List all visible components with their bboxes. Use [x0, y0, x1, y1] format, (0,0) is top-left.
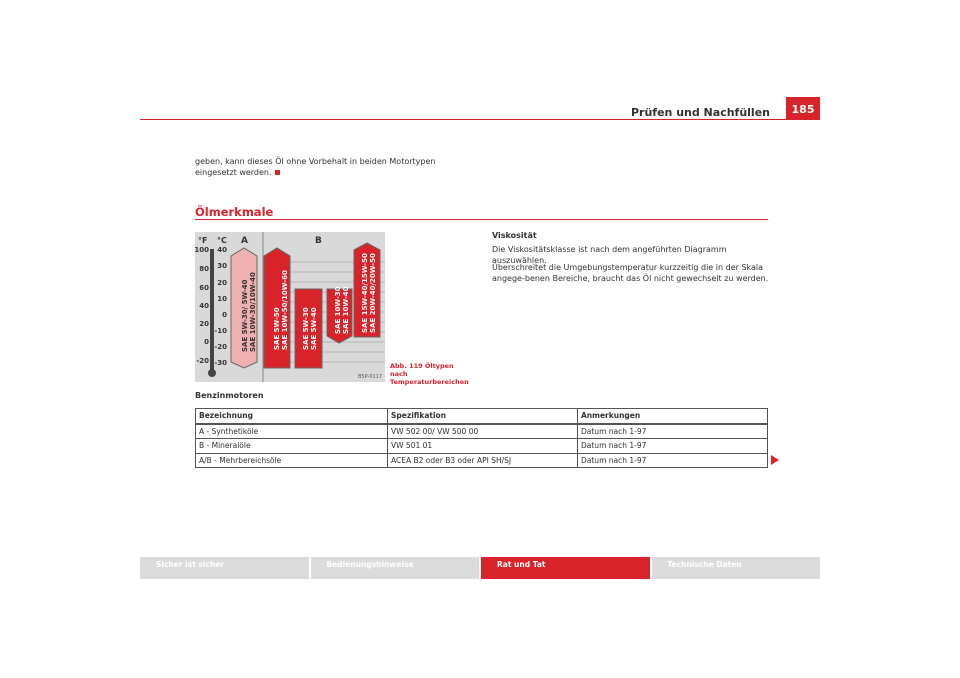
f-tick: 20	[199, 320, 209, 328]
section-end-icon	[275, 170, 280, 175]
footer-tab-technische-daten[interactable]: Technische Daten	[652, 557, 821, 579]
next-page-arrow-icon[interactable]	[771, 455, 779, 465]
c-tick: -20	[214, 343, 227, 351]
c-tick: -10	[214, 327, 227, 335]
table-cell: Datum nach 1-97	[578, 439, 768, 454]
section-title: Ölmerkmale	[195, 205, 274, 219]
oil-spec-table	[195, 408, 768, 468]
footer-tab-bedienung[interactable]: Bedienungshinweise	[311, 557, 480, 579]
table-row	[196, 424, 768, 439]
table-cell: Datum nach 1-97	[578, 453, 768, 468]
oil-label: SAE 5W-30/ 5W-40	[241, 279, 249, 352]
table-cell: VW 502 00/ VW 500 00	[388, 424, 578, 439]
diagram-code: B5P-0117	[358, 374, 383, 380]
viskositaet-paragraph-2: Überschreitet die Umgebungstemperatur kurzzeitig die in der Skala angege-benen Bereiche, braucht das Öl nicht gewechselt zu werden.	[492, 263, 769, 283]
figure-caption: Abb. 119 Öltypen nach Temperaturbereichen	[390, 362, 469, 386]
viskositaet-paragraph-1: Die Viskositätsklasse ist nach dem angeführten Diagramm auszuwählen.	[492, 245, 727, 265]
oil-label: SAE 10W-50/10W-60	[281, 270, 289, 350]
table-header-row	[196, 409, 768, 424]
intro-paragraph	[195, 156, 465, 178]
footer-nav	[140, 557, 820, 579]
f-tick: 0	[204, 338, 209, 346]
oil-label: SAE 10W-30	[334, 286, 342, 334]
c-tick: 10	[217, 295, 227, 303]
group-b-label: B	[315, 236, 322, 246]
oil-label: SAE 5W-50	[273, 307, 281, 350]
c-tick: 20	[217, 279, 227, 287]
fahrenheit-label: °F	[198, 236, 208, 245]
thermometer-bulb	[208, 369, 216, 377]
footer-tab-rat-und-tat[interactable]: Rat und Tat	[481, 557, 650, 579]
c-tick: 0	[222, 311, 227, 319]
c-tick: -30	[214, 359, 227, 367]
table-cell: ACEA B2 oder B3 oder API SH/SJ	[388, 453, 578, 468]
header-title: Prüfen und Nachfüllen	[630, 106, 770, 119]
oil-diagram-svg	[195, 232, 385, 382]
thermometer-tube	[210, 249, 214, 372]
table-header-cell: Anmerkungen	[578, 409, 768, 424]
section-divider	[195, 219, 768, 220]
oil-label: SAE 15W-40/15W-50	[361, 253, 369, 333]
table-header-cell: Bezeichnung	[196, 409, 388, 424]
f-tick: 100	[195, 246, 209, 254]
f-tick: 40	[199, 302, 209, 310]
c-tick: 30	[217, 262, 227, 270]
oil-label: SAE 20W-40/20W-50	[369, 253, 377, 333]
table-cell: VW 501 01	[388, 439, 578, 454]
page-number: 185	[786, 97, 820, 119]
table-cell: B - Mineralöle	[196, 439, 388, 454]
table-cell: A - Synthetiköle	[196, 424, 388, 439]
oil-label: SAE 5W-30	[302, 307, 310, 350]
table-row	[196, 439, 768, 454]
table-header-cell: Spezifikation	[388, 409, 578, 424]
table-cell: A/B - Mehrbereichsöle	[196, 453, 388, 468]
f-tick: 60	[199, 284, 209, 292]
intro-text: geben, kann dieses Öl ohne Vorbehalt in beiden Motortypen eingesetzt werden.	[195, 157, 436, 177]
benzin-heading: Benzinmotoren	[195, 391, 264, 400]
oil-temperature-diagram	[195, 232, 385, 382]
f-tick: 80	[199, 265, 209, 273]
oil-label: SAE 10W-30/10W-40	[249, 272, 257, 352]
table-cell: Datum nach 1-97	[578, 424, 768, 439]
c-tick: 40	[217, 246, 227, 254]
group-a-label: A	[241, 236, 248, 246]
f-tick: -20	[196, 357, 209, 365]
table-row	[196, 453, 768, 468]
celsius-label: °C	[217, 236, 227, 245]
header-divider	[140, 119, 820, 120]
footer-tab-sicher[interactable]: Sicher ist sicher	[140, 557, 309, 579]
viskositaet-heading: Viskosität	[492, 231, 537, 240]
oil-label: SAE 10W-40	[342, 286, 350, 334]
oil-label: SAE 5W-40	[310, 307, 318, 350]
